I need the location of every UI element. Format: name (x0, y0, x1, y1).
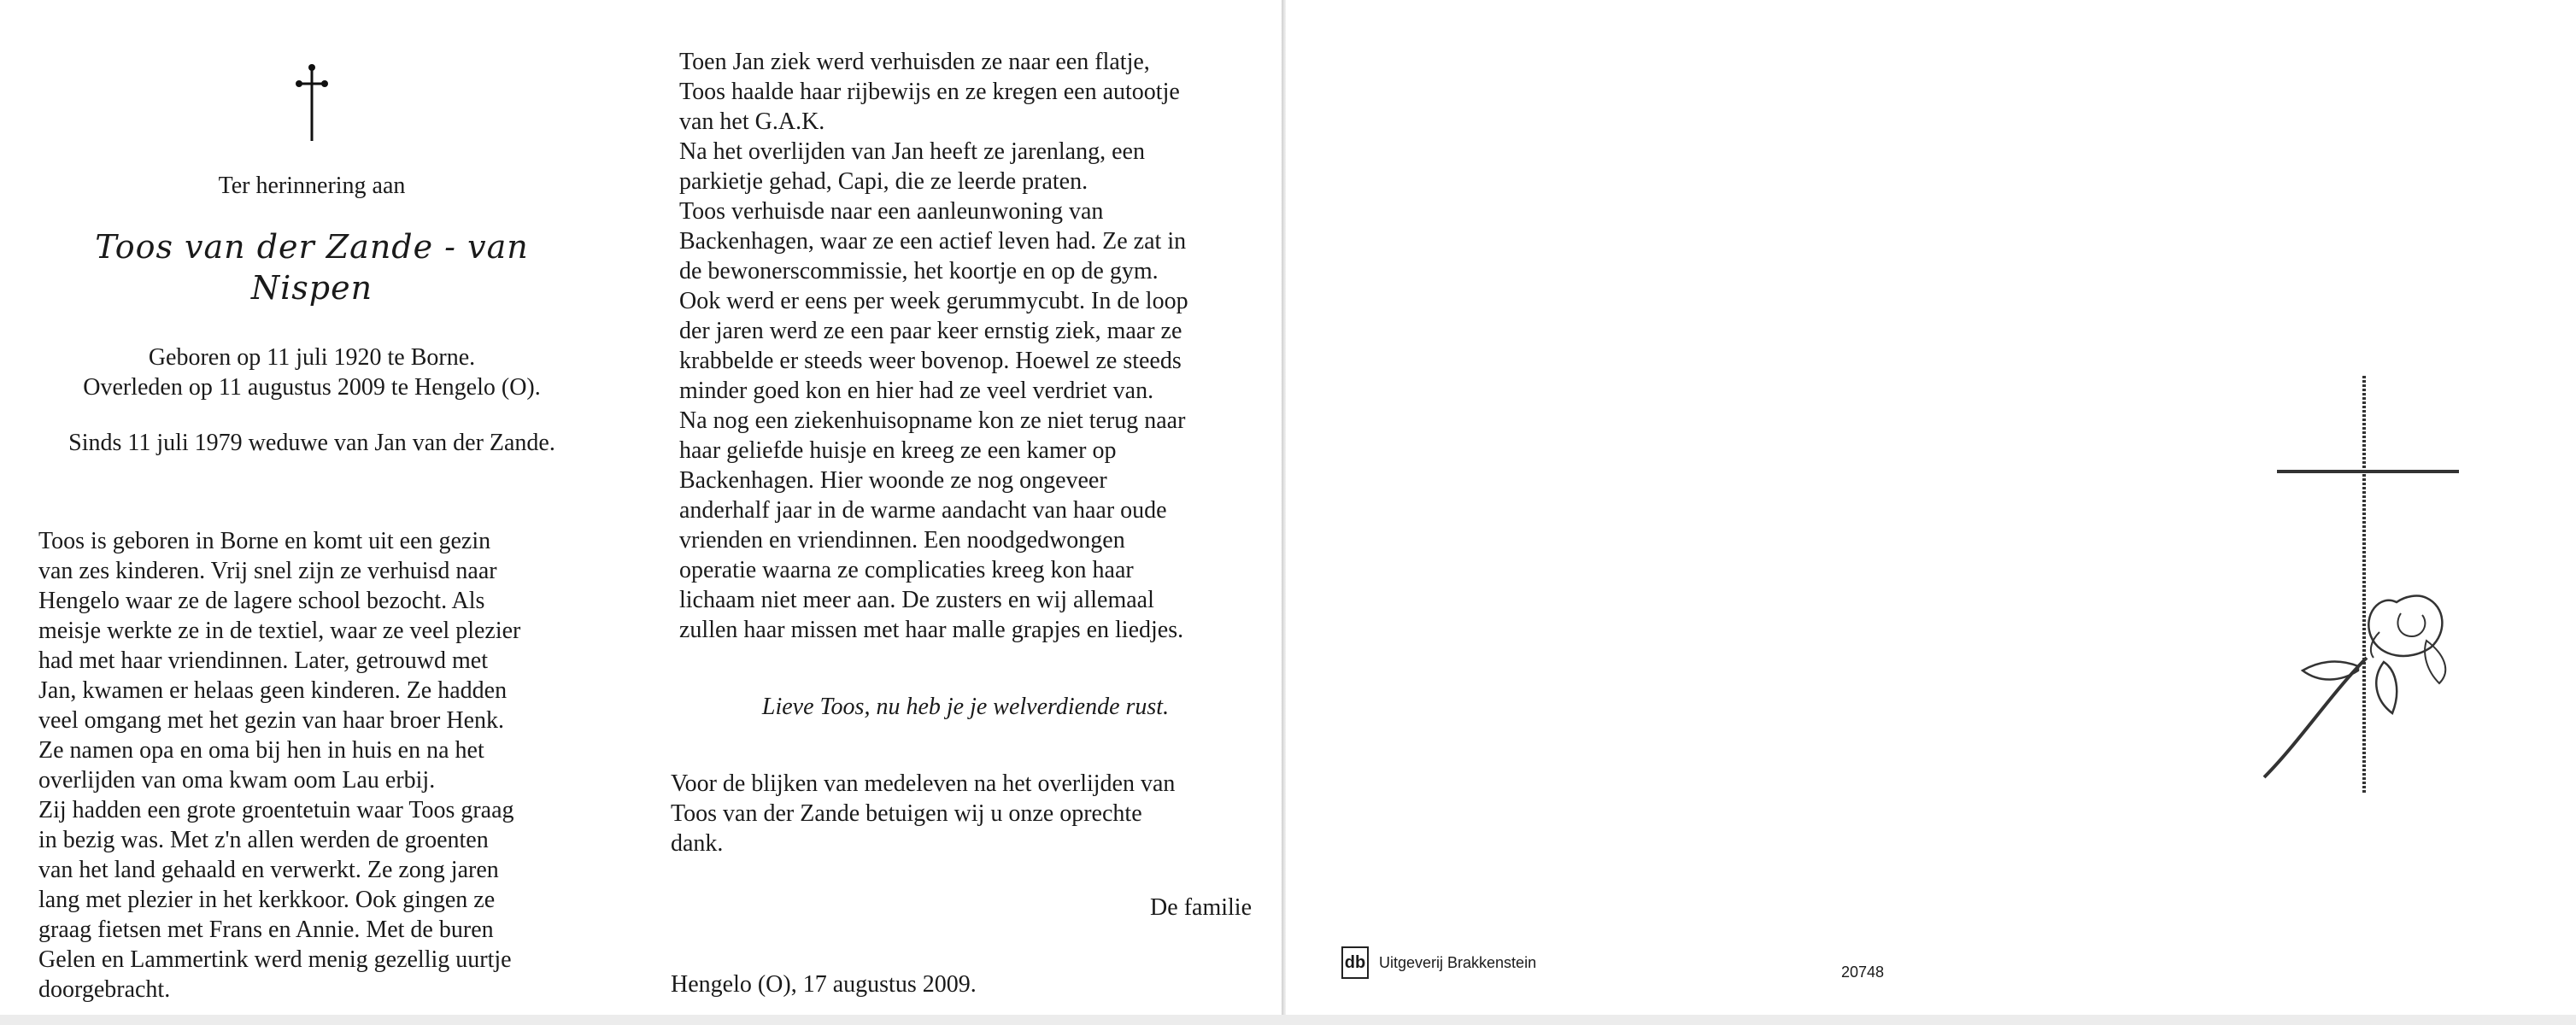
bio-line: zullen haar missen met haar malle grapjes en liedjes. (679, 617, 1184, 643)
bio-line: Ze namen opa en oma bij hen in huis en na het (38, 737, 484, 764)
bio-line: minder goed kon en hier had ze veel verdriet van. (679, 378, 1154, 404)
inside-spread (0, 0, 1283, 1016)
bio-line: Backenhagen, waar ze een actief leven had. Ze zat in (679, 228, 1187, 255)
bio-line: parkietje gehad, Capi, die ze leerde praten. (679, 168, 1088, 195)
place-date: Hengelo (O), 17 augustus 2009. (671, 971, 977, 998)
bio-line: de bewonerscommissie, het koortje en op de gym. (679, 258, 1159, 284)
cross-with-rose-icon (2256, 376, 2469, 803)
middle-column (671, 47, 1252, 999)
widow-line: Sinds 11 juli 1979 weduwe van Jan van der Zande. (68, 430, 555, 456)
bio-line: Backenhagen. Hier woonde ze nog ongeveer (679, 467, 1107, 494)
bio-line: had met haar vriendinnen. Later, getrouwd met (38, 647, 489, 674)
bio-line: Hengelo waar ze de lagere school bezocht. Als (38, 588, 485, 614)
bio-line: lichaam niet meer aan. De zusters en wij allemaal (679, 587, 1154, 613)
bio-line: in bezig was. Met z'n allen werden de groenten (38, 827, 489, 853)
deceased-name: Toos van der Zande - van Nispen (95, 228, 529, 307)
bio-line: krabbelde er steeds weer bovenop. Hoewel ze steeds (679, 348, 1182, 374)
bio-line: Zij hadden een grote groentetuin waar Toos graag (38, 797, 514, 823)
bio-line: Toos haalde haar rijbewijs en ze kregen een autootje (679, 79, 1180, 105)
bio-line: Toen Jan ziek werd verhuisden ze naar een flatje, (679, 49, 1150, 75)
publisher-logo: db (1341, 946, 1369, 979)
biography-part-2 (679, 47, 1252, 645)
bio-line: Toos verhuisde naar een aanleunwoning van (679, 198, 1104, 225)
bio-line: vrienden en vriendinnen. Een noodgedwongen (679, 527, 1125, 554)
publisher-credit (1341, 946, 1536, 979)
bio-line: doorgebracht. (38, 976, 171, 1003)
bio-line: anderhalf jaar in de warme aandacht van haar oude (679, 497, 1167, 524)
bio-line: Na nog een ziekenhuisopname kon ze niet terug naar (679, 407, 1186, 434)
farewell-quote: Lieve Toos, nu heb je je welverdiende rust. (761, 694, 1170, 720)
scan-bottom-edge (0, 1015, 2576, 1025)
thank-you-note (671, 769, 1252, 858)
died-line: Overleden op 11 augustus 2009 te Hengelo (O). (83, 374, 541, 401)
bio-line: lang met plezier in het kerkkoor. Ook gingen ze (38, 887, 496, 913)
bio-line: van het land gehaald en verwerkt. Ze zong jaren (38, 857, 499, 883)
thanks-line: Toos van der Zande betuigen wij u onze oprechte (671, 800, 1142, 827)
bio-line: Gelen en Lammertink werd menig gezellig uurtje (38, 946, 512, 973)
bio-line: der jaren werd ze een paar keer ernstig ziek, maar ze (679, 318, 1182, 344)
bio-line: haar geliefde huisje en kreeg ze een kamer op (679, 437, 1117, 464)
bio-line: overlijden van oma kwam oom Lau erbij. (38, 767, 436, 794)
bio-line: van zes kinderen. Vrij snel zijn ze verhuisd naar (38, 558, 497, 584)
bio-line: van het G.A.K. (679, 108, 825, 135)
left-column (38, 51, 585, 1004)
bio-line: operatie waarna ze complicaties kreeg kon haar (679, 557, 1134, 583)
born-line: Geboren op 11 juli 1920 te Borne. (148, 344, 476, 371)
intro-line: Ter herinnering aan (218, 173, 406, 199)
bio-line: veel omgang met het gezin van haar broer Henk. (38, 707, 505, 734)
life-dates (38, 343, 585, 402)
bio-line: Ook werd er eens per week gerummycubt. In de loop (679, 288, 1188, 314)
reference-number: 20748 (1841, 964, 1885, 981)
publisher-name: Uitgeverij Brakkenstein (1379, 953, 1537, 971)
bio-line: Toos is geboren in Borne en komt uit een gezin (38, 528, 491, 554)
bio-line: Jan, kwamen er helaas geen kinderen. Ze hadden (38, 677, 508, 704)
biography-part-1 (38, 526, 585, 1004)
cross-icon (295, 60, 329, 145)
thanks-line: Voor de blijken van medeleven na het overlijden van (671, 770, 1176, 797)
bio-line: graag fietsen met Frans en Annie. Met de buren (38, 917, 494, 943)
bio-line: Na het overlijden van Jan heeft ze jarenlang, een (679, 138, 1145, 165)
thanks-line: dank. (671, 830, 724, 857)
bio-line: meisje werkte ze in de textiel, waar ze veel plezier (38, 618, 521, 644)
family-signature: De familie (1150, 894, 1252, 921)
